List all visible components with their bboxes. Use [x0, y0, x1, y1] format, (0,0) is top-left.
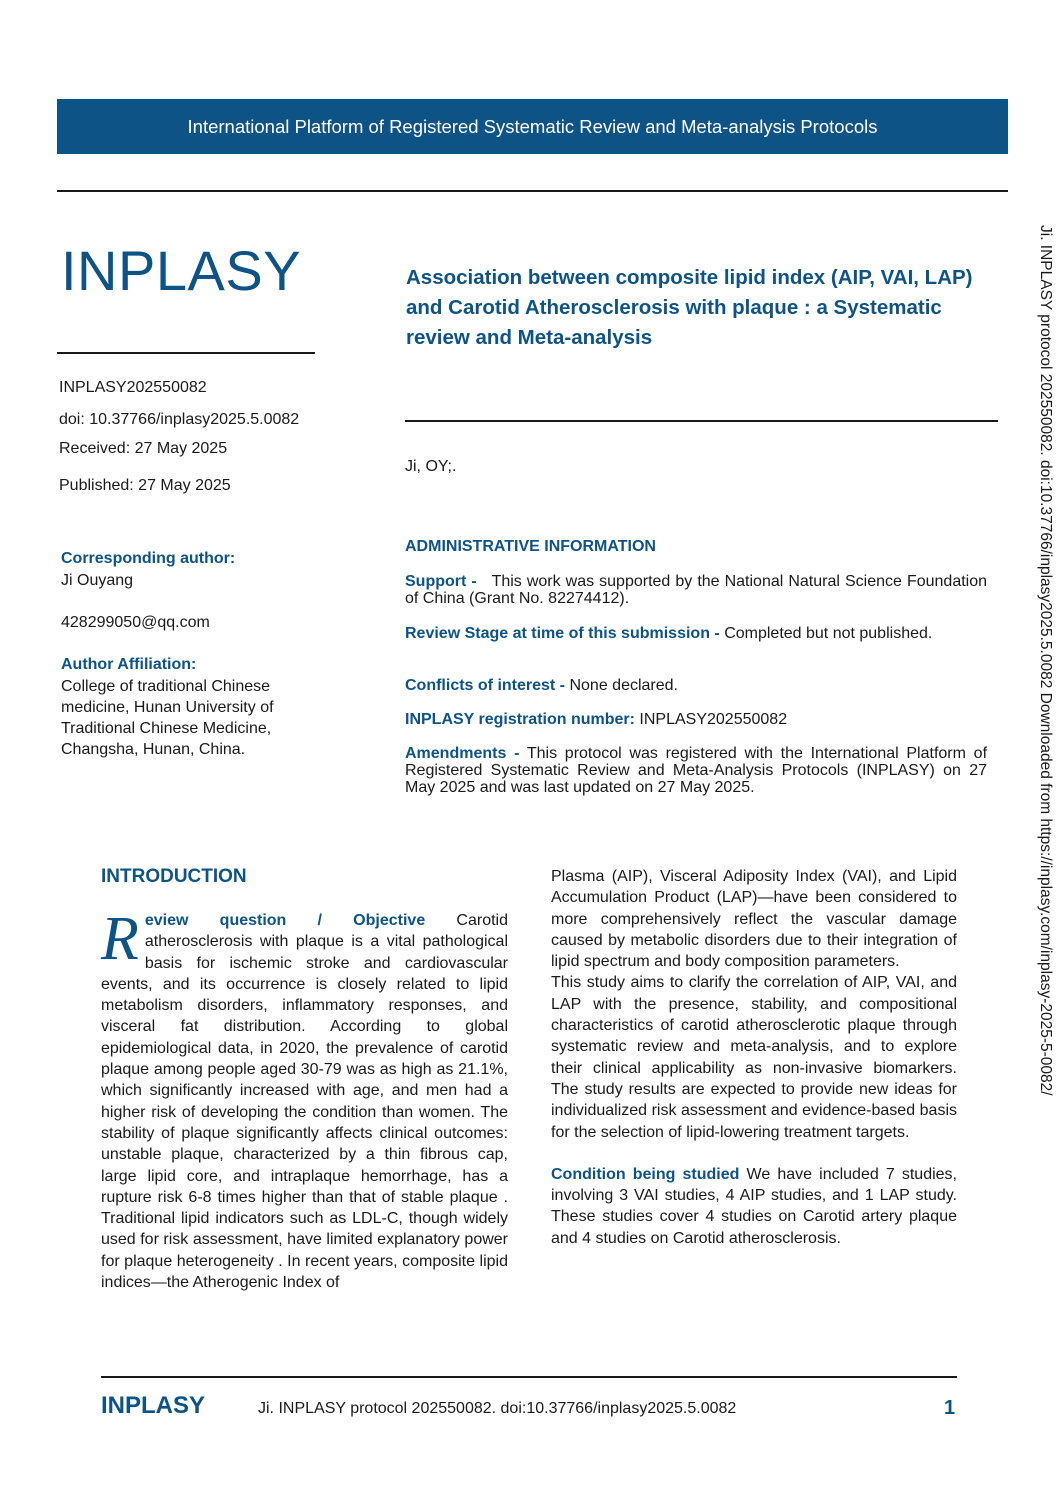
footer-divider: [101, 1376, 957, 1378]
logo-divider: [57, 352, 315, 354]
corresponding-author-name: Ji Ouyang: [61, 572, 134, 589]
journal-banner: [57, 99, 1008, 154]
condition-paragraph: Condition being studied We have included 7 studies, involving 3 VAI studies, 4 AIP studies, and 1 LAP study. These studies cover 4 studies on Carotid artery plaque and 4 studies on Carotid atherosclerosis.: [551, 1165, 958, 1247]
conflicts-info: Conflicts of interest - None declared.: [405, 677, 678, 694]
title-divider: [405, 420, 998, 422]
affiliation-text: College of traditional Chinese medicine, Hunan University of Traditional Chinese Medicine, Changsha, Hunan, China.: [61, 678, 274, 758]
side-download-notice: Ji. INPLASY protocol 202550082. doi:10.37766/inplasy2025.5.0082 Downloaded from https://inplasy.com/inplasy-2025-5-0082/: [1037, 225, 1054, 1096]
intro-left-column: [101, 905, 508, 1293]
intro-right-column: [551, 866, 957, 1249]
drop-cap: R: [101, 905, 139, 973]
corresponding-author-email[interactable]: 428299050@qq.com: [61, 614, 210, 631]
admin-heading: ADMINISTRATIVE INFORMATION: [405, 538, 656, 555]
doi[interactable]: doi: 10.37766/inplasy2025.5.0082: [59, 411, 300, 428]
intro-paragraph-1: Plasma (AIP), Visceral Adiposity Index (VAI), and Lipid Accumulation Product (LAP)—have been considered to more comprehensively reflect the vascular damage caused by metabolic disorders due to their integration of lipid spectrum and body composition parameters.: [551, 868, 957, 971]
registration-info: INPLASY registration number: INPLASY202550082: [405, 711, 788, 728]
review-question-label: eview question / Objective: [144, 912, 426, 929]
review-stage-info: Review Stage at time of this submission - Completed but not published.: [405, 625, 933, 642]
footer-citation: Ji. INPLASY protocol 202550082. doi:10.37766/inplasy2025.5.0082: [258, 1400, 737, 1417]
inplasy-logo: INPLASY: [61, 239, 302, 302]
introduction-heading: INTRODUCTION: [101, 866, 247, 887]
support-info: Support - This work was supported by the National Natural Science Foundation of China (Grant No. 82274412).: [405, 573, 988, 607]
amendments-info: Amendments - This protocol was registered with the International Platform of Registered Systematic Review and Meta-Analysis Protocols (INPLASY) on 27 May 2025 and was last updated on 27 May 2025.: [405, 745, 988, 796]
paper-title: Association between composite lipid index (AIP, VAI, LAP) and Carotid Atherosclerosis with plaque : a Systematic review and Meta-analysis: [406, 266, 973, 349]
affiliation-label: Author Affiliation:: [61, 656, 197, 673]
published-date: Published: 27 May 2025: [59, 477, 231, 494]
footer-logo: INPLASY: [101, 1392, 206, 1419]
protocol-id: INPLASY202550082: [59, 379, 207, 396]
corresponding-author-label: Corresponding author:: [61, 550, 236, 567]
page-number: 1: [944, 1397, 956, 1419]
banner-text: International Platform of Registered Systematic Review and Meta-analysis Protocols: [187, 115, 878, 137]
authors: Ji, OY;.: [405, 458, 457, 475]
received-date: Received: 27 May 2025: [59, 440, 228, 457]
intro-paragraph-2: This study aims to clarify the correlation of AIP, VAI, and LAP with the presence, stability, and compositional characteristics of carotid atherosclerotic plaque through systematic review and meta-analysis, and to explore their clinical applicability as non-invasive biomarkers. The study results are expected to provide new ideas for individualized risk assessment and evidence-based basis for the selection of lipid-lowering treatment targets.: [551, 974, 957, 1141]
review-question-text: Carotid atherosclerosis with plaque is a vital pathological basis for ischemic stroke and cardiovascular events, and its occurrence is closely related to lipid metabolism disorders, inflammatory responses, and visceral fat distribution. According to global epidemiological data, in 2020, the prevalence of carotid plaque among people aged 30-79 was as high as 21.1%, which significantly increased with age, and men had a higher risk of developing the condition than women. The stability of plaque significantly affects clinical outcomes: unstable plaque, characterized by a thin fibrous cap, large lipid core, and intraplaque hemorrhage, has a rupture risk 6-8 times higher than that of stable plaque . Traditional lipid indicators such as LDL-C, though widely used for risk assessment, have limited explanatory power for plaque heterogeneity . In recent years, composite lipid indices—the Atherogenic Index of: [101, 912, 508, 1292]
top-divider: [57, 190, 1008, 192]
